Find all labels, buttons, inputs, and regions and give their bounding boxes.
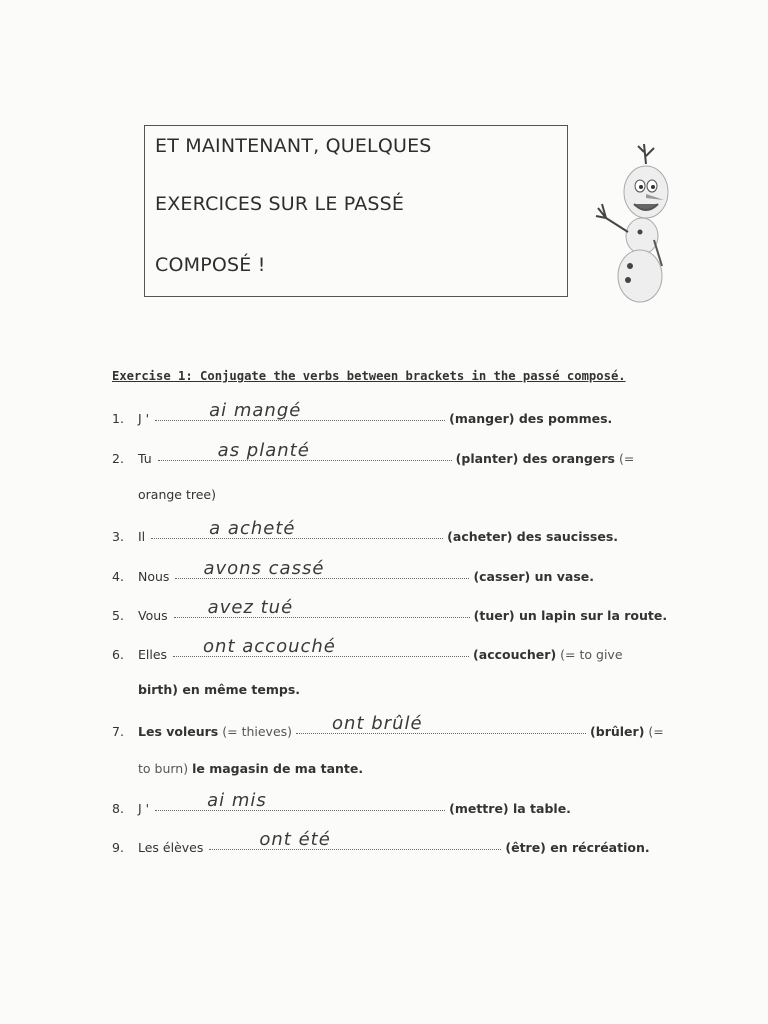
item-gloss: (= — [648, 724, 664, 739]
exercise-item-8 — [112, 790, 571, 816]
answer-blank[interactable] — [151, 518, 443, 539]
item-2-continuation: orange tree) — [138, 487, 216, 502]
item-7-object: le magasin de ma tante. — [192, 761, 364, 776]
handwritten-answer: ont été — [259, 829, 331, 850]
item-number: 7. — [112, 724, 124, 739]
item-verb: (brûler) — [590, 724, 645, 739]
item-subject: J ' — [138, 411, 150, 426]
item-number: 4. — [112, 569, 124, 584]
snowman-illustration — [584, 136, 674, 316]
item-subject-gloss: (= thieves) — [222, 724, 293, 739]
item-verb: (être) en récréation. — [505, 840, 650, 855]
item-subject: Nous — [138, 569, 170, 584]
handwritten-answer: avez tué — [207, 597, 294, 618]
item-verb: (accoucher) — [473, 647, 557, 662]
answer-blank[interactable] — [155, 790, 445, 811]
title-line-2: EXERCICES SUR LE PASSÉ — [155, 193, 405, 215]
exercise-item-4 — [112, 558, 594, 584]
item-subject: J ' — [138, 801, 150, 816]
handwritten-answer: avons cassé — [203, 558, 325, 579]
handwritten-answer: ont brûlé — [332, 713, 423, 734]
handwritten-answer: ont accouché — [203, 636, 336, 657]
exercise-item-5 — [112, 597, 668, 623]
item-number: 5. — [112, 608, 124, 623]
item-gloss: (= — [618, 451, 635, 466]
item-subject: Elles — [138, 647, 168, 662]
exercise-item-6 — [112, 636, 623, 662]
item-subject: Il — [138, 529, 146, 544]
exercise-item-2 — [112, 440, 635, 466]
item-7-gloss-end: to burn) — [138, 761, 189, 776]
exercise-item-3 — [112, 518, 619, 544]
answer-blank[interactable] — [158, 440, 452, 461]
item-verb: (manger) des pommes. — [449, 411, 613, 426]
item-verb: (mettre) la table. — [449, 801, 571, 816]
item-gloss: (= to give — [560, 647, 623, 662]
answer-blank[interactable] — [175, 558, 469, 579]
title-line-1: ET MAINTENANT, QUELQUES — [155, 135, 432, 157]
item-verb: (planter) des orangers — [455, 451, 615, 466]
answer-blank[interactable] — [174, 597, 470, 618]
exercise-heading: Exercise 1: Conjugate the verbs between brackets in the passé composé. — [112, 369, 626, 383]
item-number: 9. — [112, 840, 124, 855]
exercise-item-1 — [112, 400, 613, 426]
handwritten-answer: ai mis — [207, 790, 267, 811]
item-subject: Les voleurs — [138, 724, 219, 739]
answer-blank[interactable] — [209, 829, 501, 850]
exercise-item-9 — [112, 829, 650, 855]
answer-blank[interactable] — [173, 636, 469, 657]
handwritten-answer: ai mangé — [209, 400, 302, 421]
handwritten-answer: a acheté — [209, 518, 296, 539]
item-number: 3. — [112, 529, 124, 544]
item-subject: Tu — [138, 451, 152, 466]
item-subject: Vous — [138, 608, 168, 623]
item-6-continuation: birth) en même temps. — [138, 682, 301, 697]
item-number: 2. — [112, 451, 124, 466]
title-line-3: COMPOSÉ ! — [155, 254, 266, 276]
item-number: 6. — [112, 647, 124, 662]
item-number: 8. — [112, 801, 124, 816]
handwritten-answer: as planté — [217, 440, 310, 461]
item-verb: (tuer) un lapin sur la route. — [473, 608, 668, 623]
title-box — [144, 125, 568, 297]
exercise-item-7 — [112, 713, 664, 739]
item-7-continuation — [138, 761, 363, 776]
item-verb: (casser) un vase. — [473, 569, 594, 584]
item-verb: (acheter) des saucisses. — [447, 529, 619, 544]
answer-blank[interactable] — [155, 400, 445, 421]
item-number: 1. — [112, 411, 124, 426]
answer-blank[interactable] — [296, 713, 586, 734]
item-subject: Les élèves — [138, 840, 204, 855]
